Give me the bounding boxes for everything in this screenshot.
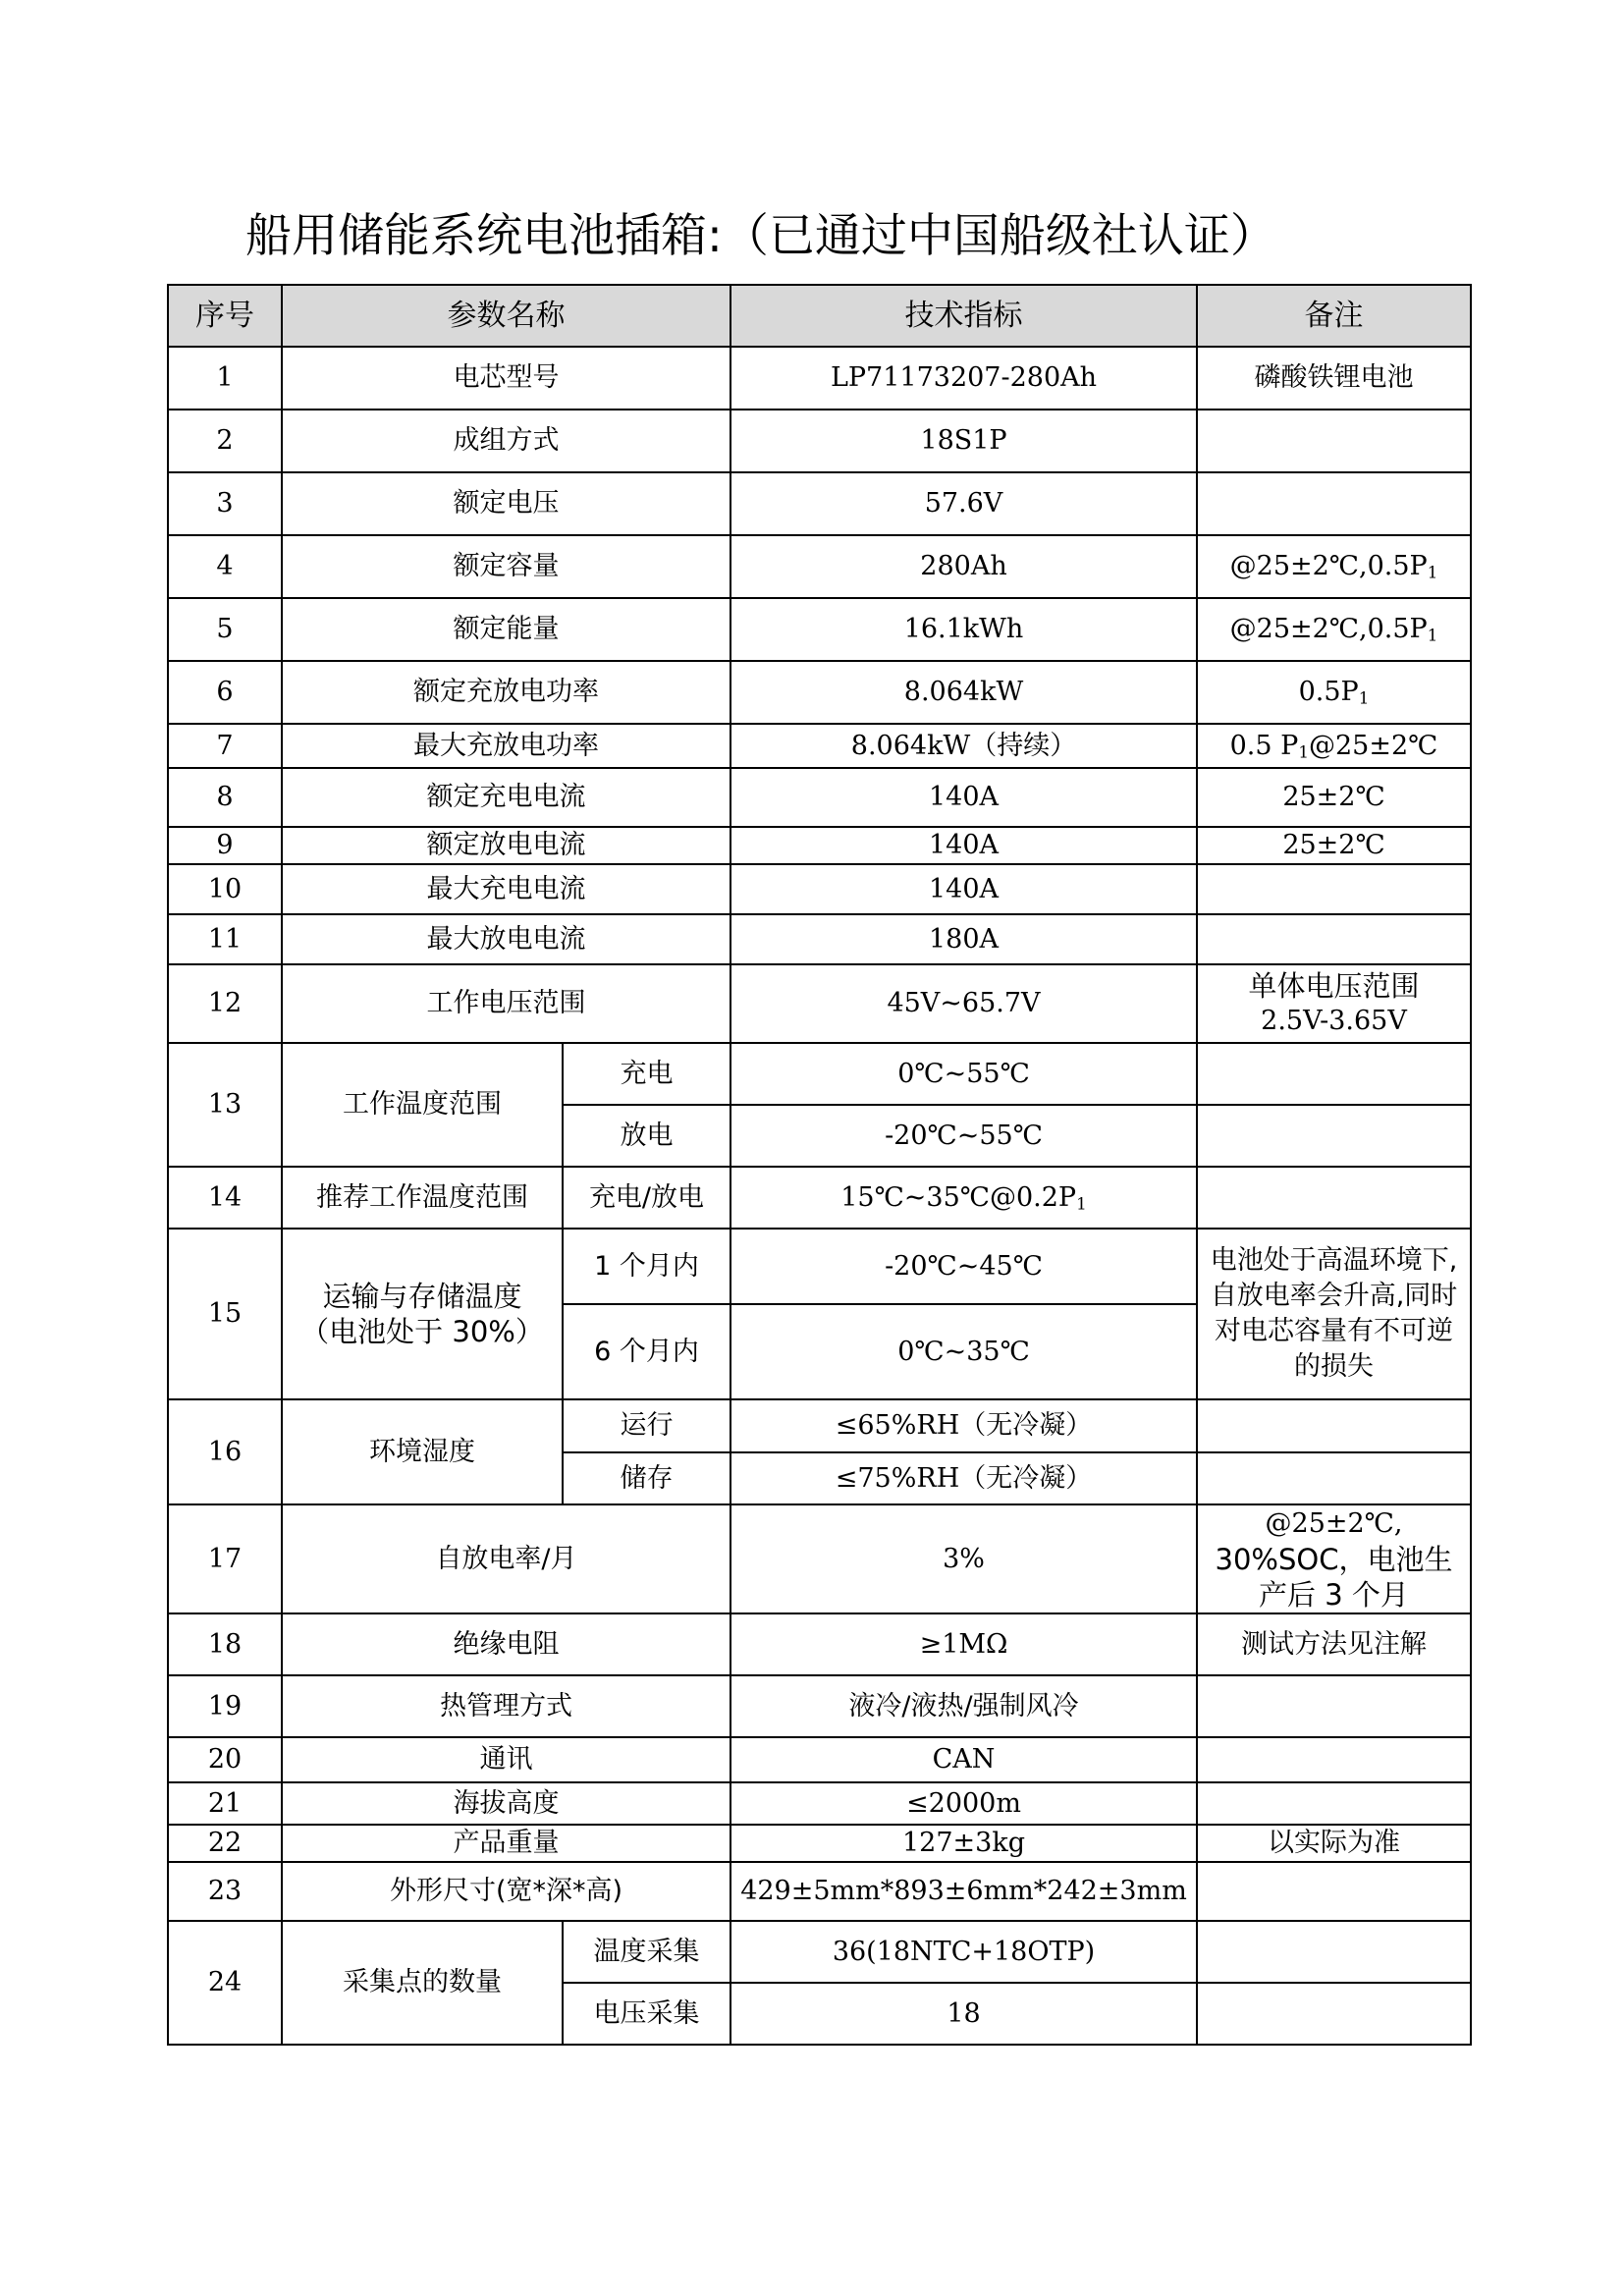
table-header-row: [168, 285, 1471, 347]
note-text: 0.5 P: [1229, 730, 1299, 761]
param-name: 额定充放电功率: [282, 661, 730, 724]
param-name: 工作电压范围: [282, 964, 730, 1043]
note-subscript: 1: [1298, 740, 1309, 761]
param-line: 运输与存储温度: [322, 1280, 522, 1313]
note: [1197, 1399, 1471, 1452]
note: 25±2℃: [1197, 768, 1471, 827]
row-index: 1: [168, 347, 282, 410]
note-line: 单体电压范围: [1248, 969, 1420, 1003]
sub-param: 储存: [563, 1452, 730, 1504]
spec-value: -20℃~55℃: [730, 1105, 1197, 1167]
note-subscript: 1: [1427, 625, 1438, 645]
spec-value: 36(18NTC+18OTP): [730, 1921, 1197, 1983]
spec-table: [167, 284, 1472, 2046]
row-index: 14: [168, 1167, 282, 1229]
param-name: 产品重量: [282, 1825, 730, 1862]
table-row: [168, 964, 1471, 1043]
row-index: 10: [168, 864, 282, 914]
table-row: [168, 1825, 1471, 1862]
note: [1197, 1737, 1471, 1782]
row-index: 21: [168, 1782, 282, 1825]
table-row: [168, 347, 1471, 410]
note: [1197, 598, 1471, 661]
param-name: 额定容量: [282, 535, 730, 598]
param-name: 工作温度范围: [282, 1043, 563, 1167]
param-name: 最大充放电功率: [282, 724, 730, 768]
sub-param: 充电/放电: [563, 1167, 730, 1229]
note: [1197, 864, 1471, 914]
note: [1197, 1862, 1471, 1921]
param-name: 热管理方式: [282, 1675, 730, 1737]
param-name: 额定放电电流: [282, 827, 730, 864]
sub-param: 1 个月内: [563, 1229, 730, 1304]
header-note: 备注: [1197, 285, 1471, 347]
row-index: 7: [168, 724, 282, 768]
row-index: 5: [168, 598, 282, 661]
sub-param: 放电: [563, 1105, 730, 1167]
row-index: 17: [168, 1504, 282, 1613]
param-name: 电芯型号: [282, 347, 730, 410]
note: [1197, 472, 1471, 535]
param-name: 环境湿度: [282, 1399, 563, 1504]
table-row: [168, 1613, 1471, 1675]
param-name: 额定充电电流: [282, 768, 730, 827]
note: [1197, 535, 1471, 598]
table-row: [168, 1504, 1471, 1613]
note: [1197, 1983, 1471, 2045]
spec-value: ≤65%RH（无冷凝）: [730, 1399, 1197, 1452]
param-name: 推荐工作温度范围: [282, 1167, 563, 1229]
param-name: 采集点的数量: [282, 1921, 563, 2045]
table-row: [168, 1737, 1471, 1782]
param-name: 最大充电电流: [282, 864, 730, 914]
note: [1197, 1504, 1471, 1613]
row-index: 20: [168, 1737, 282, 1782]
spec-value: ≤75%RH（无冷凝）: [730, 1452, 1197, 1504]
note: [1197, 1105, 1471, 1167]
table-row: [168, 535, 1471, 598]
spec-value: 180A: [730, 914, 1197, 964]
param-line: （电池处于 30%）: [300, 1315, 544, 1348]
table-row: [168, 472, 1471, 535]
param-name: 额定电压: [282, 472, 730, 535]
spec-value: 16.1kWh: [730, 598, 1197, 661]
note: [1197, 1043, 1471, 1105]
note: 25±2℃: [1197, 827, 1471, 864]
note-line: 2.5V-3.65V: [1261, 1006, 1407, 1036]
spec-value: 3%: [730, 1504, 1197, 1613]
spec-value: 8.064kW（持续）: [730, 724, 1197, 768]
note-text: @25±2℃,0.5P: [1229, 551, 1428, 581]
sub-param: 电压采集: [563, 1983, 730, 2045]
param-name: 绝缘电阻: [282, 1613, 730, 1675]
note-text-suffix: @25±2℃: [1308, 730, 1438, 761]
table-row: [168, 864, 1471, 914]
param-name: 最大放电电流: [282, 914, 730, 964]
row-index: 19: [168, 1675, 282, 1737]
note: [1197, 964, 1471, 1043]
spec-value: 18: [730, 1983, 1197, 2045]
table-row: [168, 410, 1471, 472]
note-line: 产后 3 个月: [1259, 1577, 1409, 1612]
row-index: 3: [168, 472, 282, 535]
table-row: [168, 1043, 1471, 1105]
table-row: [168, 1229, 1471, 1304]
table-row: [168, 1167, 1471, 1229]
row-index: 2: [168, 410, 282, 472]
spec-value: 18S1P: [730, 410, 1197, 472]
param-name: [282, 1229, 563, 1399]
table-row: [168, 1675, 1471, 1737]
note: [1197, 1452, 1471, 1504]
param-name: 自放电率/月: [282, 1504, 730, 1613]
spec-value: 429±5mm*893±6mm*242±3mm: [730, 1862, 1197, 1921]
param-name: 通讯: [282, 1737, 730, 1782]
row-index: 4: [168, 535, 282, 598]
row-index: 9: [168, 827, 282, 864]
note: [1197, 1782, 1471, 1825]
row-index: 6: [168, 661, 282, 724]
row-index: 15: [168, 1229, 282, 1399]
note-line: @25±2℃,: [1265, 1507, 1403, 1539]
spec-value: 57.6V: [730, 472, 1197, 535]
header-param: 参数名称: [282, 285, 730, 347]
sub-param: 运行: [563, 1399, 730, 1452]
table-row: [168, 724, 1471, 768]
spec-value: 45V~65.7V: [730, 964, 1197, 1043]
header-spec: 技术指标: [730, 285, 1197, 347]
row-index: 18: [168, 1613, 282, 1675]
header-index: 序号: [168, 285, 282, 347]
row-index: 8: [168, 768, 282, 827]
spec-value: CAN: [730, 1737, 1197, 1782]
row-index: 11: [168, 914, 282, 964]
note-subscript: 1: [1427, 562, 1438, 582]
table-row: [168, 768, 1471, 827]
note: 以实际为准: [1197, 1825, 1471, 1862]
spec-value: 140A: [730, 864, 1197, 914]
note-subscript: 1: [1358, 687, 1370, 708]
note-text: @25±2℃,0.5P: [1229, 614, 1428, 644]
spec-value: ≤2000m: [730, 1782, 1197, 1825]
document-title: 船用储能系统电池插箱:（已通过中国船级社认证）: [245, 209, 1276, 263]
spec-value: ≥1MΩ: [730, 1613, 1197, 1675]
note: [1197, 1921, 1471, 1983]
spec-value: 8.064kW: [730, 661, 1197, 724]
spec-value: 0℃~35℃: [730, 1304, 1197, 1399]
param-name: 外形尺寸(宽*深*高): [282, 1862, 730, 1921]
row-index: 23: [168, 1862, 282, 1921]
table-row: [168, 598, 1471, 661]
note: 电池处于高温环境下,自放电率会升高,同时对电芯容量有不可逆的损失: [1197, 1229, 1471, 1399]
spec-value: -20℃~45℃: [730, 1229, 1197, 1304]
row-index: 22: [168, 1825, 282, 1862]
table-row: [168, 1399, 1471, 1452]
spec-value: [730, 1167, 1197, 1229]
note-text: 0.5P: [1298, 677, 1359, 707]
note: [1197, 724, 1471, 768]
spec-value: 0℃~55℃: [730, 1043, 1197, 1105]
note: [1197, 1167, 1471, 1229]
table-row: [168, 1782, 1471, 1825]
spec-value: 液冷/液热/强制风冷: [730, 1675, 1197, 1737]
spec-value: 127±3kg: [730, 1825, 1197, 1862]
note-line: 30%SOC，电池生: [1215, 1542, 1453, 1576]
note: 磷酸铁锂电池: [1197, 347, 1471, 410]
sub-param: 充电: [563, 1043, 730, 1105]
spec-value: 140A: [730, 768, 1197, 827]
note: [1197, 1675, 1471, 1737]
table-row: [168, 827, 1471, 864]
table-row: [168, 661, 1471, 724]
row-index: 24: [168, 1921, 282, 2045]
table-row: [168, 1921, 1471, 1983]
table-row: [168, 914, 1471, 964]
spec-value: 140A: [730, 827, 1197, 864]
spec-value: LP71173207-280Ah: [730, 347, 1197, 410]
spec-value: 280Ah: [730, 535, 1197, 598]
note: [1197, 914, 1471, 964]
param-name: 海拔高度: [282, 1782, 730, 1825]
note: 测试方法见注解: [1197, 1613, 1471, 1675]
param-name: 成组方式: [282, 410, 730, 472]
param-name: 额定能量: [282, 598, 730, 661]
note: [1197, 410, 1471, 472]
row-index: 12: [168, 964, 282, 1043]
row-index: 16: [168, 1399, 282, 1504]
spec-subscript: 1: [1076, 1192, 1087, 1213]
table-row: [168, 1862, 1471, 1921]
sub-param: 温度采集: [563, 1921, 730, 1983]
spec-text: 15℃~35℃@0.2P: [840, 1181, 1077, 1213]
note: [1197, 661, 1471, 724]
sub-param: 6 个月内: [563, 1304, 730, 1399]
row-index: 13: [168, 1043, 282, 1167]
